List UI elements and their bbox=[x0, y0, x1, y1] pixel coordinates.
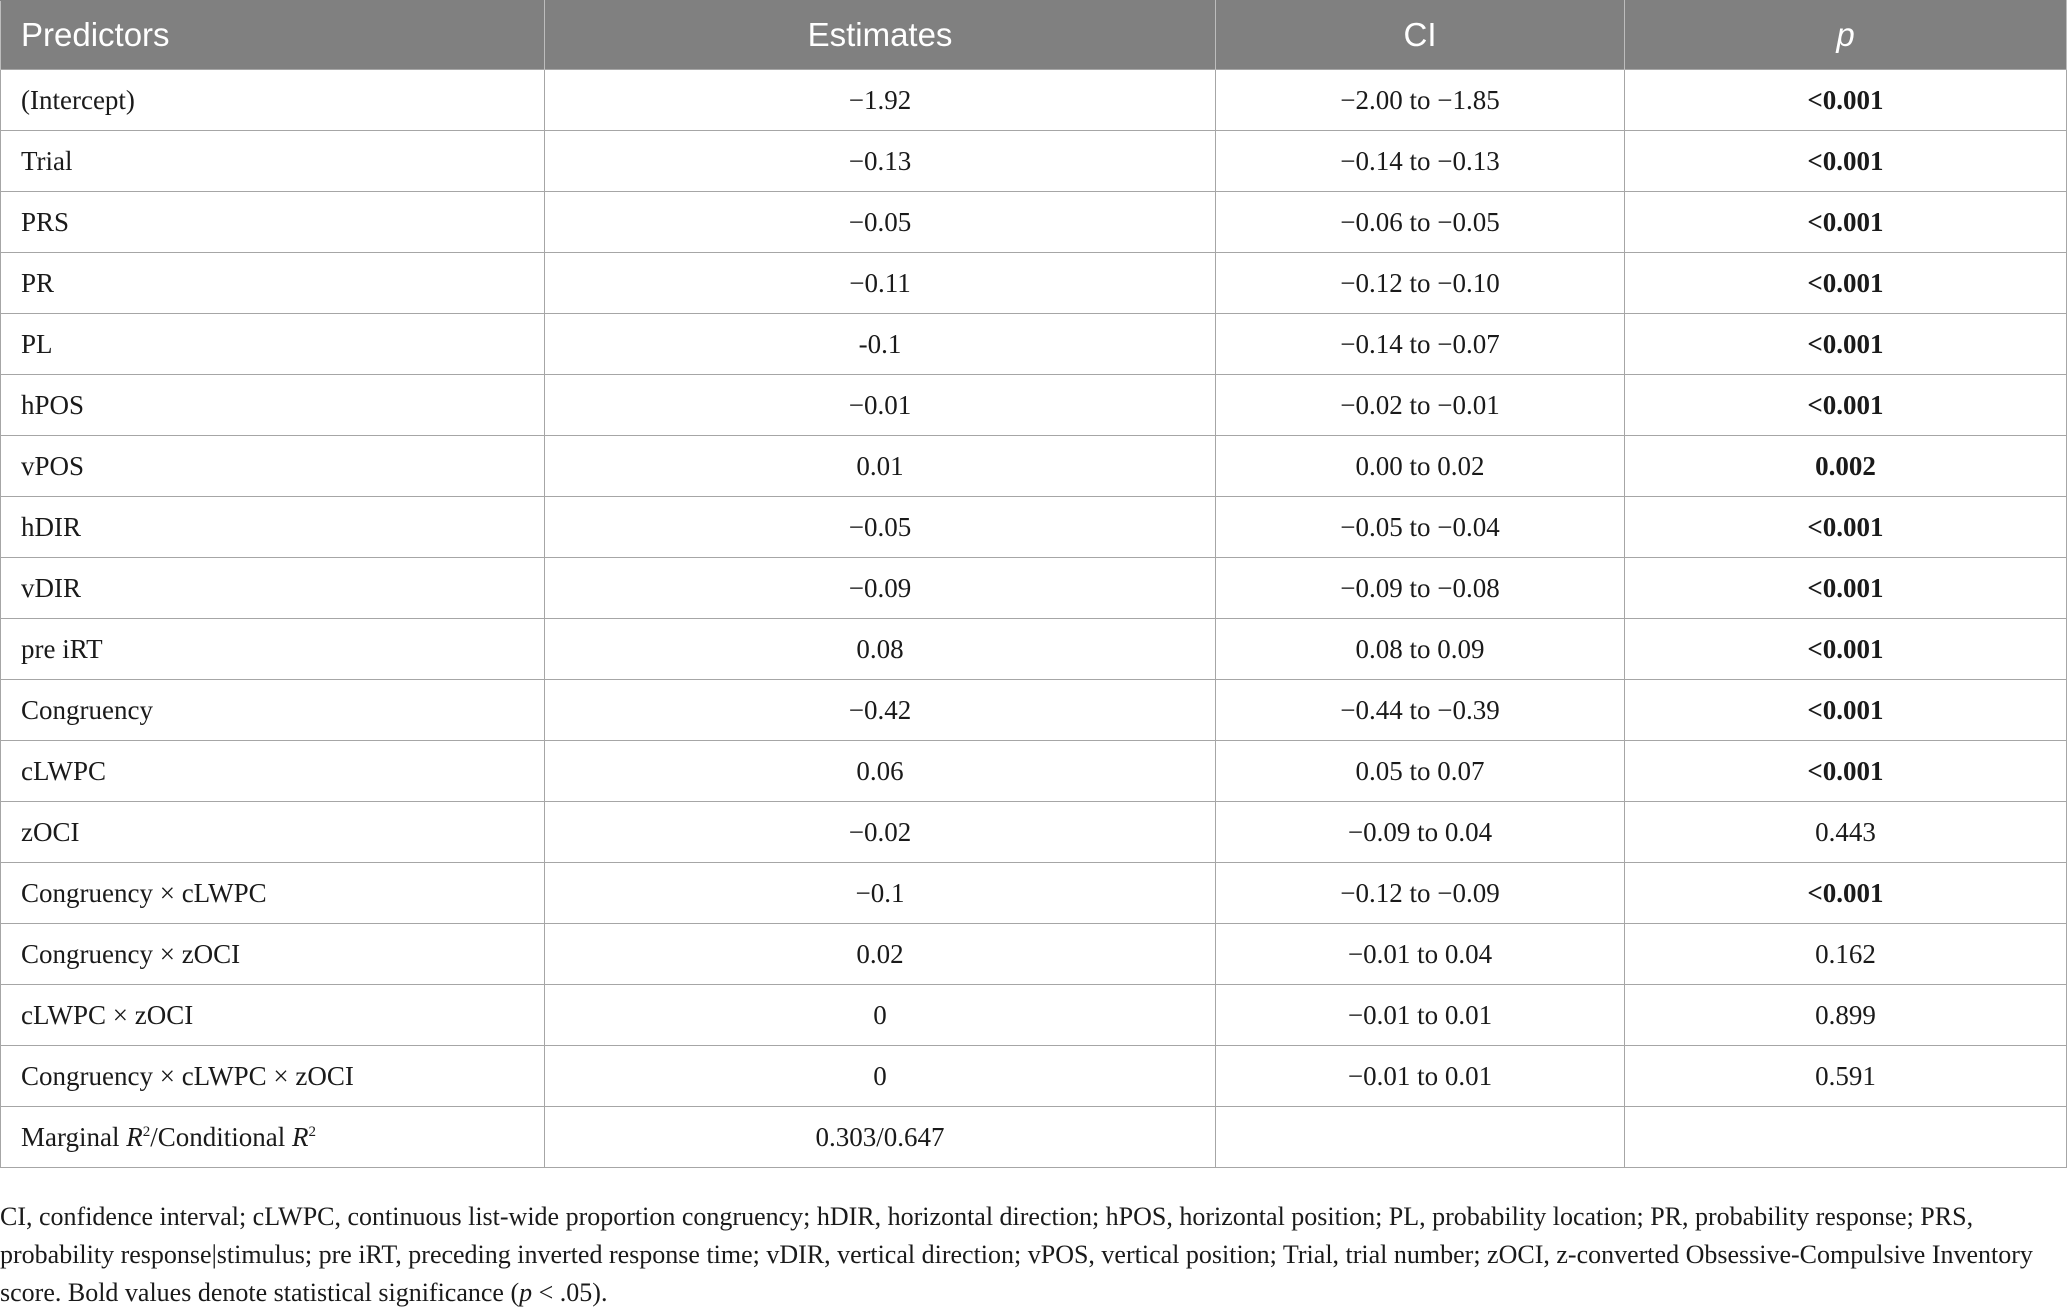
ci-cell: −0.06 to −0.05 bbox=[1216, 192, 1625, 253]
predictor-cell: vDIR bbox=[1, 558, 545, 619]
p-value-cell: <0.001 bbox=[1625, 741, 2067, 802]
header-p bbox=[1625, 1, 2067, 70]
ci-cell: −0.12 to −0.09 bbox=[1216, 863, 1625, 924]
estimate-cell: 0.02 bbox=[545, 924, 1216, 985]
ci-cell: −0.02 to −0.01 bbox=[1216, 375, 1625, 436]
predictor-cell: zOCI bbox=[1, 802, 545, 863]
estimate-cell: 0 bbox=[545, 1046, 1216, 1107]
table-row bbox=[1, 375, 2067, 436]
header-p-label: p bbox=[1836, 16, 1855, 53]
r2-empty-p bbox=[1625, 1107, 2067, 1168]
ci-cell: −0.01 to 0.04 bbox=[1216, 924, 1625, 985]
table-row bbox=[1, 619, 2067, 680]
predictor-cell: pre iRT bbox=[1, 619, 545, 680]
predictor-cell: cLWPC × zOCI bbox=[1, 985, 545, 1046]
predictor-cell: Congruency bbox=[1, 680, 545, 741]
p-value-cell: 0.002 bbox=[1625, 436, 2067, 497]
r2-marginal-text: Marginal bbox=[21, 1121, 127, 1152]
ci-cell: −0.09 to 0.04 bbox=[1216, 802, 1625, 863]
ci-cell: −0.01 to 0.01 bbox=[1216, 1046, 1625, 1107]
p-value-cell: 0.899 bbox=[1625, 985, 2067, 1046]
predictor-cell: cLWPC bbox=[1, 741, 545, 802]
estimate-cell: 0 bbox=[545, 985, 1216, 1046]
table-body bbox=[1, 70, 2067, 1168]
p-value-cell: <0.001 bbox=[1625, 619, 2067, 680]
estimate-cell: −0.05 bbox=[545, 192, 1216, 253]
header-row bbox=[1, 1, 2067, 70]
p-value-cell: 0.591 bbox=[1625, 1046, 2067, 1107]
ci-cell: −0.05 to −0.04 bbox=[1216, 497, 1625, 558]
ci-cell: 0.05 to 0.07 bbox=[1216, 741, 1625, 802]
ci-cell: −0.14 to −0.13 bbox=[1216, 131, 1625, 192]
p-value-cell: <0.001 bbox=[1625, 375, 2067, 436]
r2-row bbox=[1, 1107, 2067, 1168]
table-row bbox=[1, 1046, 2067, 1107]
predictor-cell: Congruency × cLWPC × zOCI bbox=[1, 1046, 545, 1107]
r2-value: 0.303/0.647 bbox=[545, 1107, 1216, 1168]
table-row bbox=[1, 802, 2067, 863]
r2-conditional-text: /Conditional bbox=[150, 1121, 292, 1152]
table-row bbox=[1, 680, 2067, 741]
header-ci: CI bbox=[1216, 1, 1625, 70]
table-row bbox=[1, 924, 2067, 985]
r2-label bbox=[1, 1107, 545, 1168]
estimate-cell: −0.11 bbox=[545, 253, 1216, 314]
predictor-cell: PR bbox=[1, 253, 545, 314]
predictor-cell: hPOS bbox=[1, 375, 545, 436]
p-value-cell: <0.001 bbox=[1625, 192, 2067, 253]
footnote-text: CI, confidence interval; cLWPC, continuous list-wide proportion congruency; hDIR, horizontal direction; hPOS, horizontal position; PL, probability location; PR, probability response; PRS, probability response|stimulus; pre iRT, preceding inverted response time; vDIR, vertical direction; vPOS, vertical position; Trial, trial number; zOCI, z-converted Obsessive-Compulsive Inventory score. Bold values denote statistical significance ( bbox=[0, 1202, 2033, 1307]
estimate-cell: −0.01 bbox=[545, 375, 1216, 436]
p-value-cell: 0.443 bbox=[1625, 802, 2067, 863]
estimate-cell: 0.06 bbox=[545, 741, 1216, 802]
estimate-cell: -0.1 bbox=[545, 314, 1216, 375]
ci-cell: −0.44 to −0.39 bbox=[1216, 680, 1625, 741]
predictor-cell: Congruency × cLWPC bbox=[1, 863, 545, 924]
ci-cell: −2.00 to −1.85 bbox=[1216, 70, 1625, 131]
p-value-cell: 0.162 bbox=[1625, 924, 2067, 985]
table-row bbox=[1, 436, 2067, 497]
table-footnote bbox=[0, 1198, 2060, 1312]
predictor-cell: Congruency × zOCI bbox=[1, 924, 545, 985]
p-value-cell: <0.001 bbox=[1625, 497, 2067, 558]
p-value-cell: <0.001 bbox=[1625, 863, 2067, 924]
table-row bbox=[1, 314, 2067, 375]
p-value-cell: <0.001 bbox=[1625, 314, 2067, 375]
r2-sup-2: 2 bbox=[308, 1123, 316, 1140]
predictor-cell: hDIR bbox=[1, 497, 545, 558]
ci-cell: 0.00 to 0.02 bbox=[1216, 436, 1625, 497]
r2-empty-ci bbox=[1216, 1107, 1625, 1168]
predictor-cell: PL bbox=[1, 314, 545, 375]
r2-symbol: R bbox=[126, 1121, 143, 1152]
ci-cell: −0.14 to −0.07 bbox=[1216, 314, 1625, 375]
table-row bbox=[1, 741, 2067, 802]
estimate-cell: 0.01 bbox=[545, 436, 1216, 497]
ci-cell: −0.09 to −0.08 bbox=[1216, 558, 1625, 619]
header-estimates: Estimates bbox=[545, 1, 1216, 70]
predictor-cell: vPOS bbox=[1, 436, 545, 497]
table-row bbox=[1, 497, 2067, 558]
estimate-cell: −0.42 bbox=[545, 680, 1216, 741]
estimate-cell: −0.05 bbox=[545, 497, 1216, 558]
p-value-cell: <0.001 bbox=[1625, 131, 2067, 192]
table-row bbox=[1, 131, 2067, 192]
estimate-cell: −0.02 bbox=[545, 802, 1216, 863]
ci-cell: −0.01 to 0.01 bbox=[1216, 985, 1625, 1046]
estimate-cell: −0.13 bbox=[545, 131, 1216, 192]
footnote-text-end: < .05). bbox=[532, 1278, 608, 1307]
footnote-p: p bbox=[519, 1278, 533, 1307]
predictor-cell: (Intercept) bbox=[1, 70, 545, 131]
r2-sup: 2 bbox=[142, 1123, 151, 1140]
header-predictors: Predictors bbox=[1, 1, 545, 70]
table-row bbox=[1, 253, 2067, 314]
ci-cell: −0.12 to −0.10 bbox=[1216, 253, 1625, 314]
predictor-cell: Trial bbox=[1, 131, 545, 192]
estimate-cell: −0.1 bbox=[545, 863, 1216, 924]
table-row bbox=[1, 70, 2067, 131]
table-row bbox=[1, 558, 2067, 619]
ci-cell: 0.08 to 0.09 bbox=[1216, 619, 1625, 680]
p-value-cell: <0.001 bbox=[1625, 70, 2067, 131]
estimate-cell: −1.92 bbox=[545, 70, 1216, 131]
p-value-cell: <0.001 bbox=[1625, 558, 2067, 619]
table-row bbox=[1, 863, 2067, 924]
p-value-cell: <0.001 bbox=[1625, 680, 2067, 741]
table-row bbox=[1, 192, 2067, 253]
r2-symbol-2: R bbox=[291, 1121, 309, 1152]
table-row bbox=[1, 985, 2067, 1046]
predictor-cell: PRS bbox=[1, 192, 545, 253]
estimate-cell: −0.09 bbox=[545, 558, 1216, 619]
p-value-cell: <0.001 bbox=[1625, 253, 2067, 314]
estimate-cell: 0.08 bbox=[545, 619, 1216, 680]
